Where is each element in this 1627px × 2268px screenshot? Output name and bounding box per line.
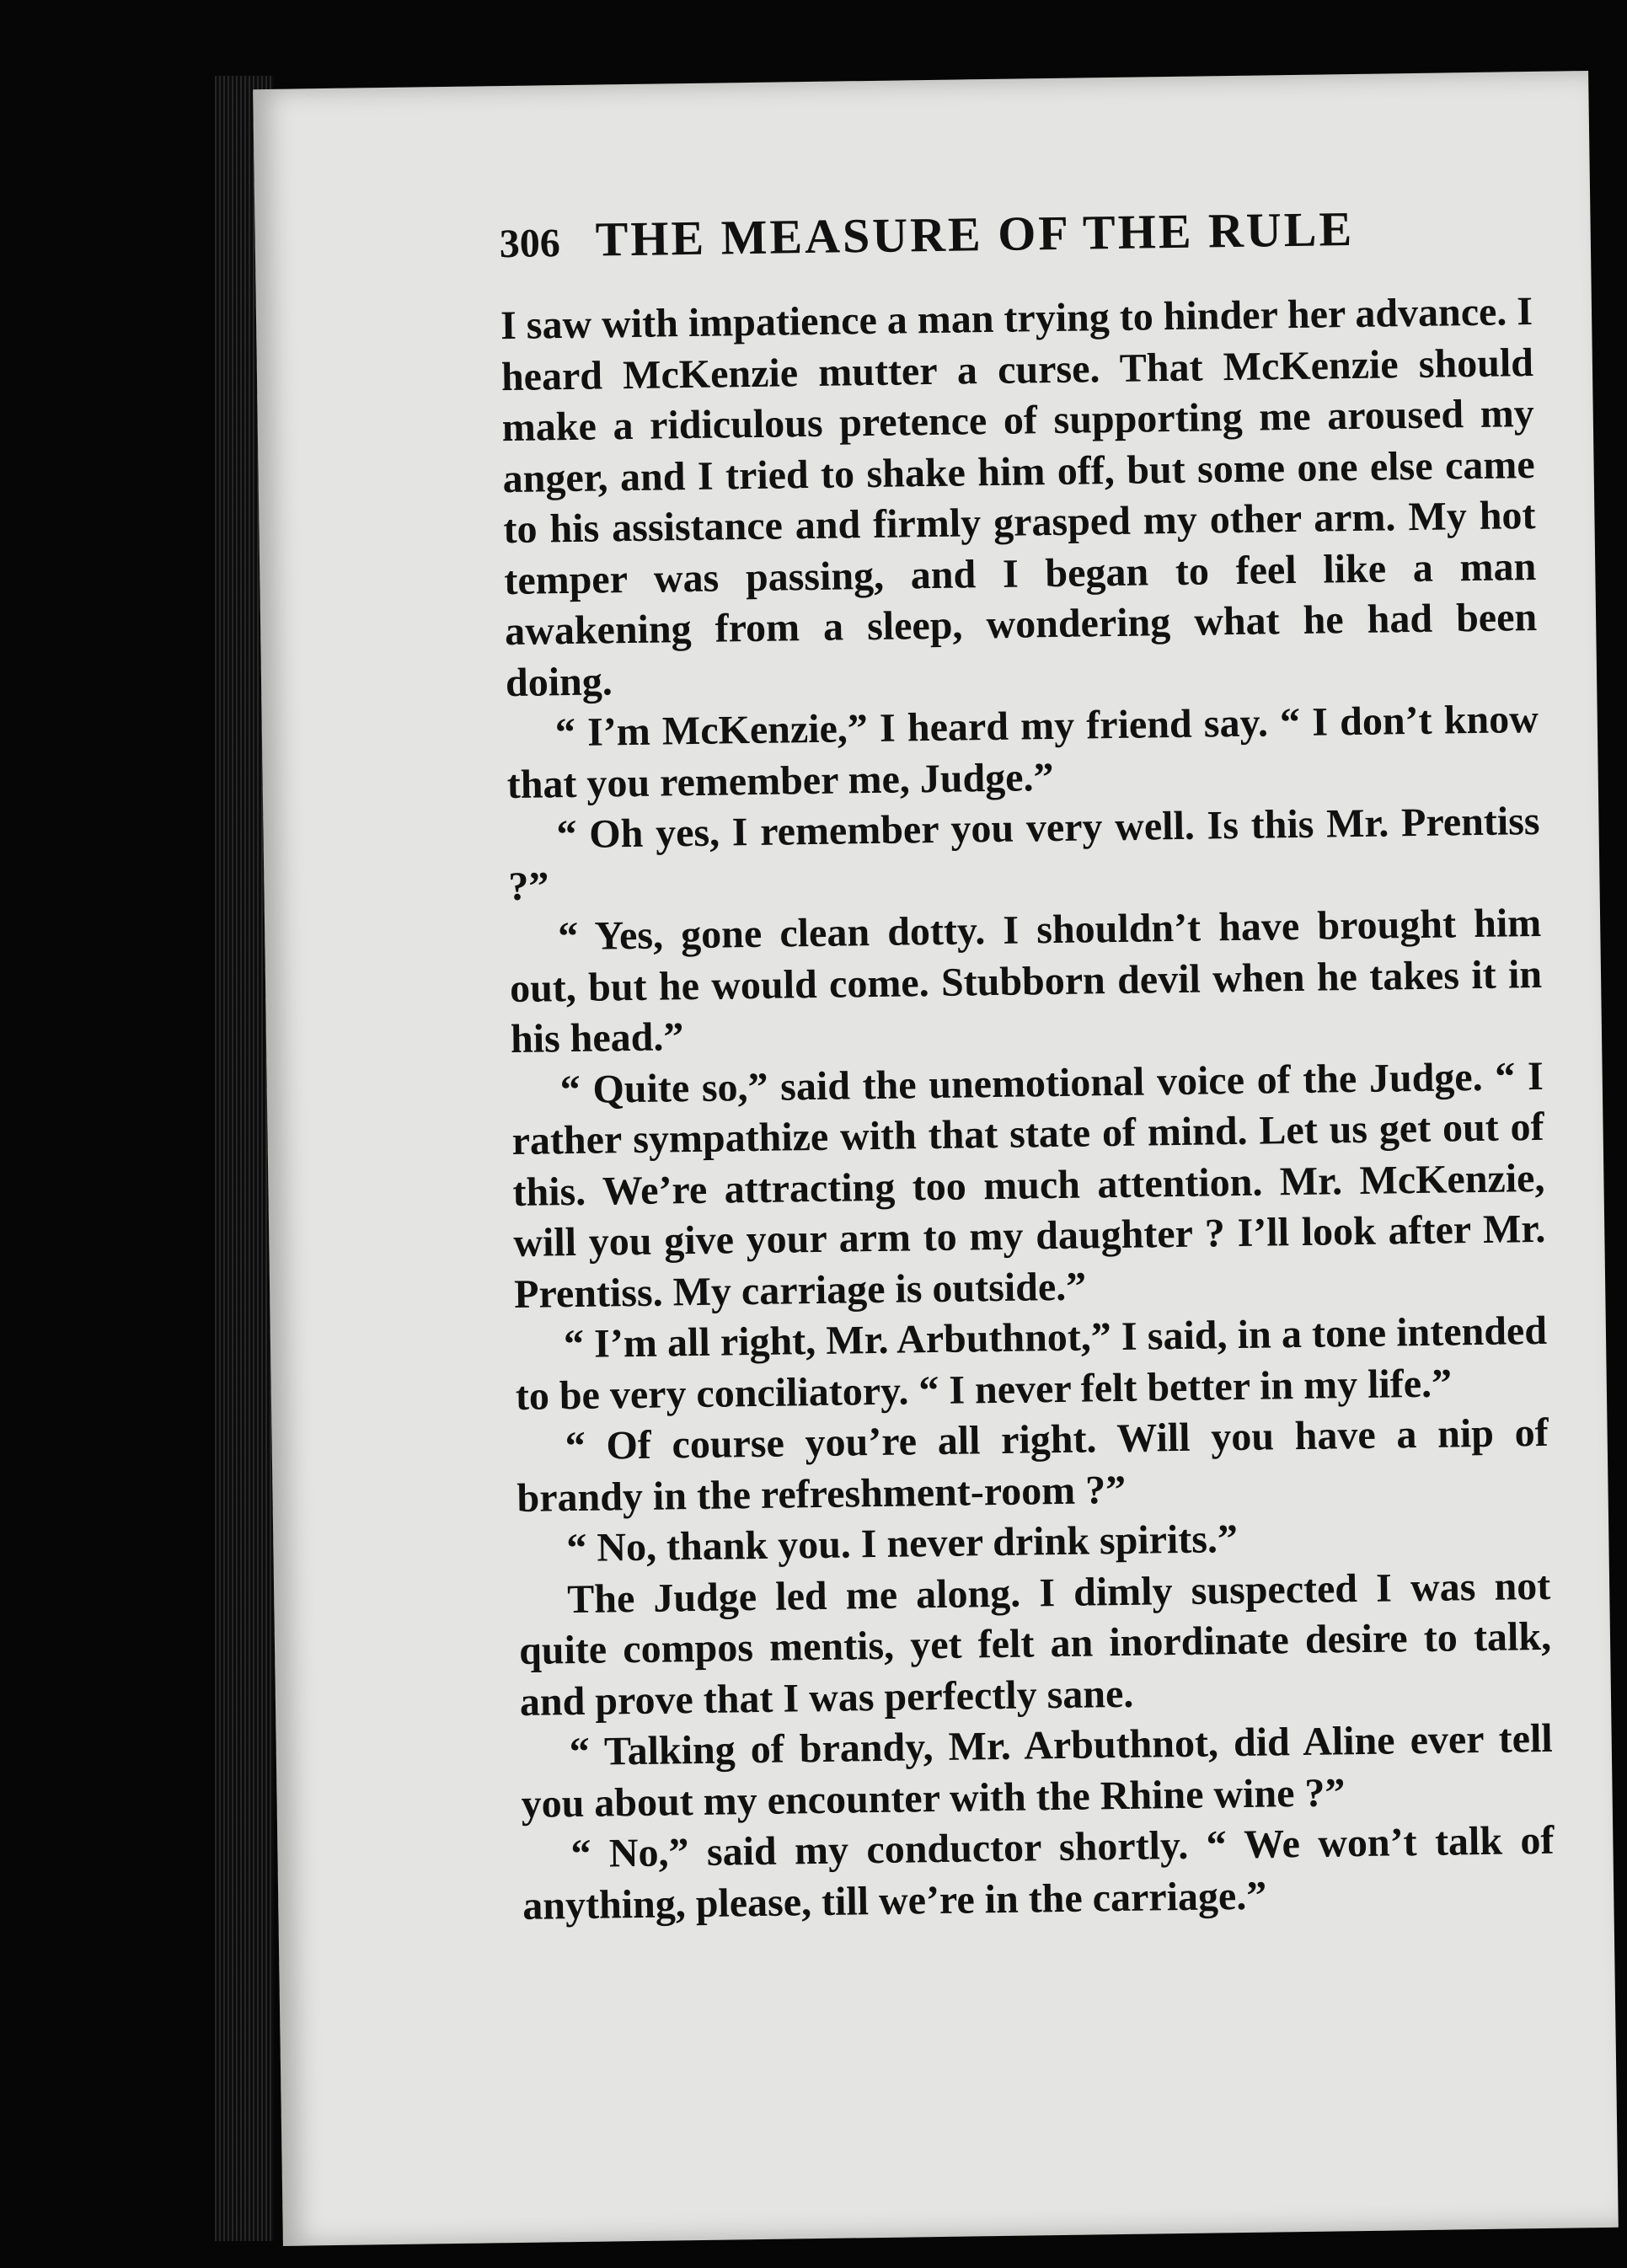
paragraph: “ Yes, gone clean dotty. I shouldn’t have brought him out, but he would come. Stubborn devil when he takes it in his head.” <box>509 900 1543 1062</box>
paragraph: “ Of course you’re all right. Will you have a nip of brandy in the refreshment-room ?” <box>516 1409 1549 1521</box>
paragraph: “ Quite so,” said the unemotional voice of the Judge. “ I rather sympathize with that state of mind. Let us get out of this. We’re attracting too much attention. Mr. McKenzie, will you give your arm to my daughter ? I’ll look after Mr. Prentiss. My carriage is outside.” <box>511 1053 1546 1317</box>
running-head: THE MEASURE OF THE RULE <box>595 201 1355 267</box>
paragraph: The Judge led me along. I dimly suspected I was not quite compos mentis, yet felt an inordinate desire to talk, and prove that I was perfectly sane. <box>518 1563 1552 1725</box>
paragraph: I saw with impatience a man trying to hinder her advance. I heard McKenzie mutter a curse. That McKenzie should make a ridiculous pretence of supporting me aroused my anger, and I tried to shake him off, but some one else came to his assistance and firmly grasped my other arm. My hot temper was passing, and I began to feel like a man awakening from a sleep, wondering what he had been doing. <box>500 289 1538 705</box>
paragraph: “ I’m all right, Mr. Arbuthnot,” I said, in a tone intended to be very conciliatory. “ I never felt better in my life.” <box>515 1308 1548 1419</box>
paragraph: “ I’m McKenzie,” I heard my friend say. “ I don’t know that you remember me, Judge.” <box>506 696 1539 807</box>
paragraph: “ No,” said my conductor shortly. “ We won’t talk of anything, please, till we’re in the carriage.” <box>522 1817 1555 1928</box>
book-page <box>253 71 1619 2246</box>
page-header <box>499 199 1494 269</box>
page-number: 306 <box>499 221 561 267</box>
body-text <box>500 286 1555 1932</box>
paragraph: “ Talking of brandy, Mr. Arbuthnot, did Aline ever tell you about my encounter with the Rhine wine ?” <box>521 1715 1554 1827</box>
paragraph: “ No, thank you. I never drink spirits.” <box>566 1516 1239 1571</box>
paragraph: “ Oh yes, I remember you very well. Is this Mr. Prentiss ?” <box>508 798 1540 909</box>
